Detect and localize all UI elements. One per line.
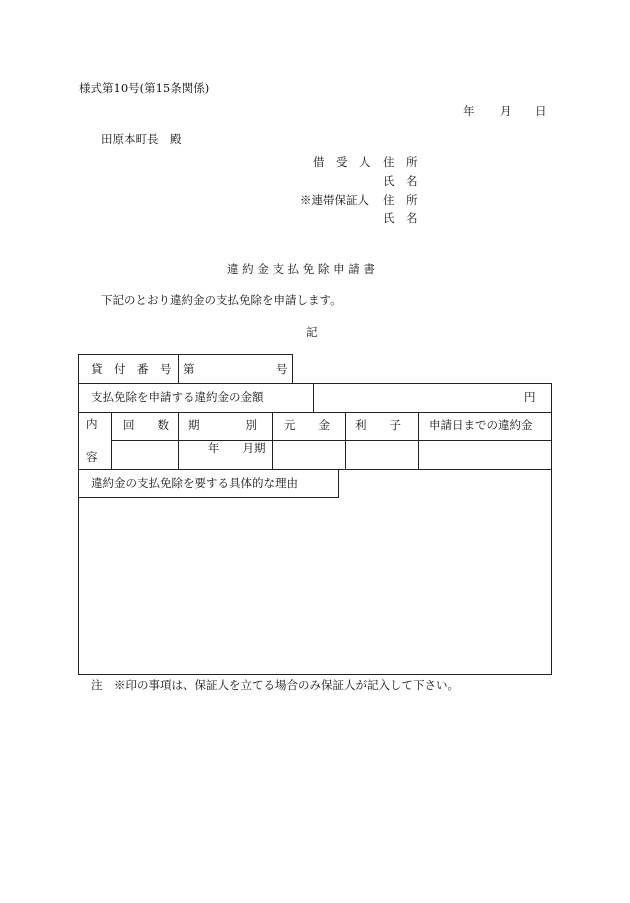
borrower-label: 借 受 人 <box>313 155 371 169</box>
borrower-address-label: 住 所 <box>383 155 418 169</box>
amount-unit: 円 <box>524 390 536 404</box>
loan-number-divider <box>178 354 179 384</box>
intro-text: 下記のとおり違約金の支払免除を申請します。 <box>101 293 342 307</box>
loan-number-label: 貸 付 番 号 <box>91 362 172 376</box>
addressee: 田原本町長 殿 <box>101 132 182 146</box>
date-month: 月 <box>500 104 512 118</box>
borrower-name-label: 氏 名 <box>383 174 418 188</box>
content-header-line <box>111 440 552 441</box>
reason-label: 違約金の支払免除を要する具体的な理由 <box>91 476 298 490</box>
form-label: 様式第10号(第15条関係) <box>79 81 210 95</box>
guarantor-name-label: 氏 名 <box>383 211 418 225</box>
amount-label: 支払免除を申請する違約金の金額 <box>91 390 264 404</box>
ki-heading: 記 <box>306 325 318 339</box>
col-interest-header: 利 子 <box>355 418 401 432</box>
col-principal-header: 元 金 <box>284 418 330 432</box>
date-day: 日 <box>535 104 547 118</box>
amount-divider <box>313 383 314 412</box>
period-value: 年 月期 <box>208 441 266 455</box>
document-title: 違 約 金 支 払 免 除 申 請 書 <box>227 262 375 276</box>
loan-number-suffix: 号 <box>276 362 288 376</box>
col-count-header: 回 数 <box>123 418 169 432</box>
guarantor-address-label: 住 所 <box>383 193 418 207</box>
date-year: 年 <box>463 104 475 118</box>
col-period-header: 期 別 <box>188 418 257 432</box>
footnote: 注 ※印の事項は、保証人を立てる場合のみ保証人が記入して下さい。 <box>91 678 459 692</box>
guarantor-label: ※連帯保証人 <box>300 193 369 207</box>
content-label-2: 容 <box>86 450 98 464</box>
content-label-1: 内 <box>86 417 98 431</box>
amount-bottom-line <box>78 412 552 413</box>
loan-number-prefix: 第 <box>183 362 195 376</box>
col-penalty-header: 申請日までの違約金 <box>429 418 533 432</box>
